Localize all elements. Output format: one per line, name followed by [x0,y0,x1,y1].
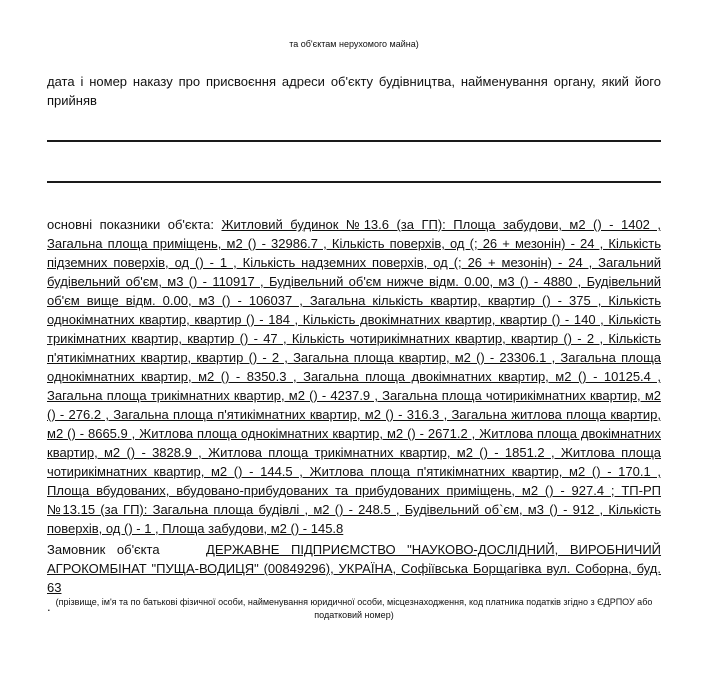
indicators-label: основні показники об'єкта: [47,217,214,232]
customer-label: Замовник об'єкта [47,542,160,557]
indicators-value: Житловий будинок №13.6 (за ГП): Площа забудови, м2 () - 1402 , Загальна площа приміщень, м2 () - 32986.7 , Кількість поверхів, од (; 26 + мезонін) - 24 , Кількість підземних поверхів, од () - 1 , Кількість надземних поверхів, од (; 26 + мезонін) - 24 , Загальний будівельний об'єм, м3 () - 110917 , Будівельний об'єм нижче відм. 0.00, м3 () - 4880 , Будівельний об'єм вище відм. 0.00, м3 () - 106037 , Загальна кількість квартир, квартир () - 375 , Кількість однокімнатних квартир, квартир () - 184 , Кількість двокімнатних квартир, квартир () - 140 , Кількість трикімнатних квартир, квартир () - 47 , Кількість чотирикімнатних квартир, квартир () - 2 , Кількість п'ятикімнатних квартир, квартир () - 2 , Загальна площа квартир, м2 () - 23306.1 , Загальна площа однокімнатних квартир, м2 () - 8350.3 , Загальна площа двокімнатних квартир, м2 () - 10125.4 , Загальна площа трикімнатних квартир, м2 () - 4237.9 , Загальна площа чотирикімнатних квартир, м2 () - 276.2 , Загальна площа п'ятикімнатних квартир, м2 () - 316.3 , Загальна житлова площа квартир, м2 () - 8665.9 , Житлова площа однокімнатних квартир, м2 () - 2671.2 , Житлова площа двокімнатних квартир, м2 () - 3828.9 , Житлова площа трикімнатних квартир, м2 () - 1851.2 , Житлова площа чотирикімнатних квартир, м2 () - 144.5 , Житлова площа п'ятикімнатних квартир, м2 () - 170.1 , Площа вбудованих, вбудовано-прибудованих та прибудованих приміщень, м2 () - 927.4 ; ТП-РП №13.15 (за ГП): Загальна площа будівлі , м2 () - 248.5 , Будівельний об`єм, м3 () - 912 , Кількість поверхів, од () - 1 , Площа забудови, м2 () - 145.8 [47,217,661,536]
header-note: та об'єктам нерухомого майна) [289,39,419,49]
customer-value: ДЕРЖАВНЕ ПІДПРИЄМСТВО "НАУКОВО-ДОСЛІДНИЙ, ВИРОБНИЧИЙ АГРОКОМБІНАТ "ПУЩА-ВОДИЦЯ" (00849296), УКРАЇНА, Софіївська Борщагівка вул. Соборна, буд. 63 [47,542,662,595]
indicators-section [47,215,661,538]
customer-trailing: . [47,599,51,614]
order-line-2 [47,181,661,183]
order-line-1 [47,140,661,142]
order-label: дата і номер наказу про присвоєння адреси об'єкту будівництва, найменування органу, який його прийняв [47,74,661,108]
customer-caption: (прізвище, ім'я та по батькові фізичної особи, найменування юридичної особи, місцезнаходження, код платника податків згідно з ЄДРПОУ або податковий номер) [55,597,653,620]
